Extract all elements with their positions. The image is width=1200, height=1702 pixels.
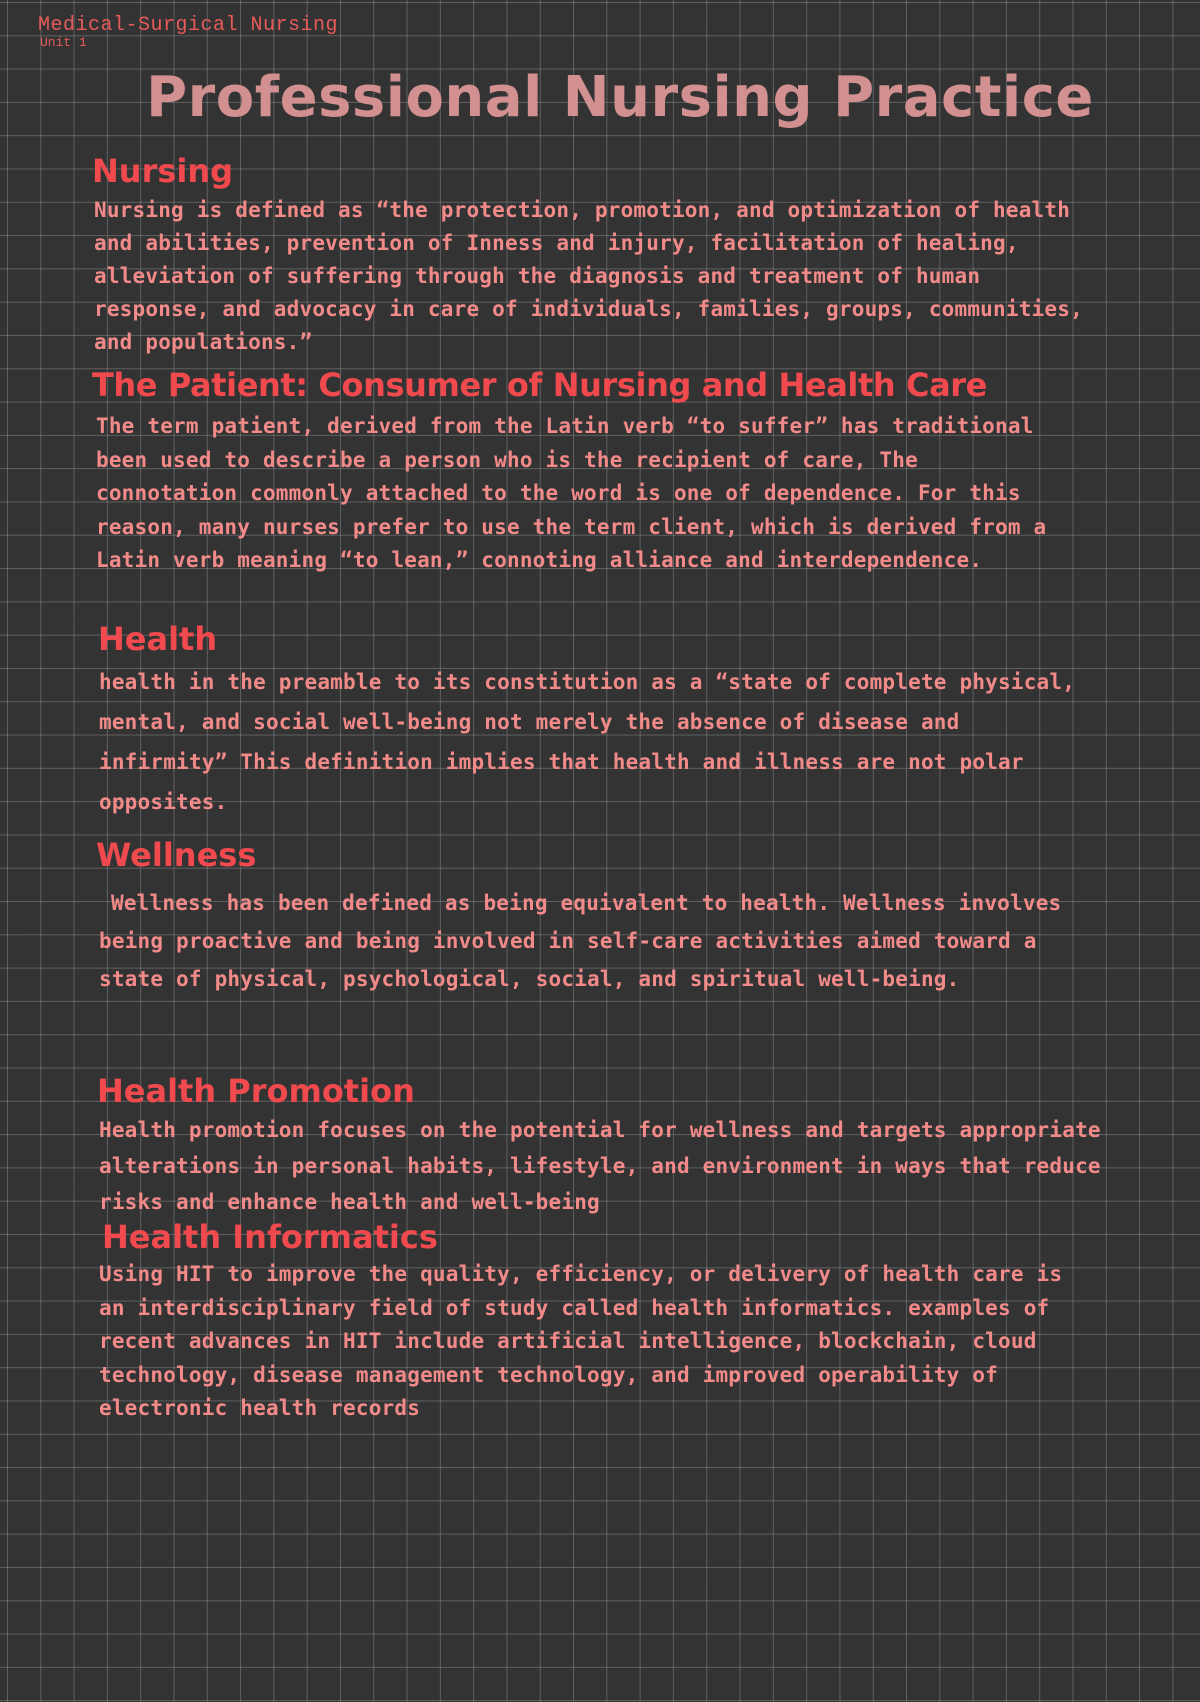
section-heading-patient: The Patient: Consumer of Nursing and Health Care [92, 366, 987, 404]
unit-label: Unit 1 [40, 35, 87, 50]
page-title: Professional Nursing Practice [146, 65, 1094, 130]
section-heading-nursing: Nursing [92, 152, 234, 190]
section-body-nursing: Nursing is defined as “the protection, promotion, and optimization of health and abilities, prevention of Inness and injury, facilitation of healing, alleviation of suffering through the diagnosis and treatment of human response, and advocacy in care of individuals, families, groups, communities, and populations.” [94, 198, 1083, 354]
section-body-patient: The term patient, derived from the Latin verb “to suffer” has traditional been used to describe a person who is the recipient of care, The connotation commonly attached to the word is one of dependence. For this reason, many nurses prefer to use the term client, which is derived from a Latin verb meaning “to lean,” connoting alliance and interdependence. [96, 414, 1047, 572]
section-body-health-informatics: Using HIT to improve the quality, efficiency, or delivery of health care is an interdisciplinary field of study called health informatics. examples of recent advances in HIT include artificial intelligence, blockchain, cloud technology, disease management technology, and improved operability of electronic health records [99, 1262, 1063, 1420]
section-body-health-promotion: Health promotion focuses on the potential for wellness and targets appropriate alterations in personal habits, lifestyle, and environment in ways that reduce risks and enhance health and well-being [99, 1118, 1101, 1214]
section-heading-health-informatics: Health Informatics [102, 1218, 438, 1256]
section-heading-wellness: Wellness [96, 836, 257, 874]
section-heading-health: Health [98, 620, 218, 658]
section-heading-health-promotion: Health Promotion [97, 1072, 415, 1110]
section-body-health: health in the preamble to its constitution as a “state of complete physical, mental, and social well-being not merely the absence of disease and infirmity” This definition implies that health and illness are not polar opposites. [99, 670, 1076, 814]
course-name: Medical-Surgical Nursing [38, 14, 339, 37]
section-body-wellness: Wellness has been defined as being equivalent to health. Wellness involves being proactive and being involved in self-care activities aimed toward a state of physical, psychological, social, and spiritual well-being. [99, 891, 1062, 991]
